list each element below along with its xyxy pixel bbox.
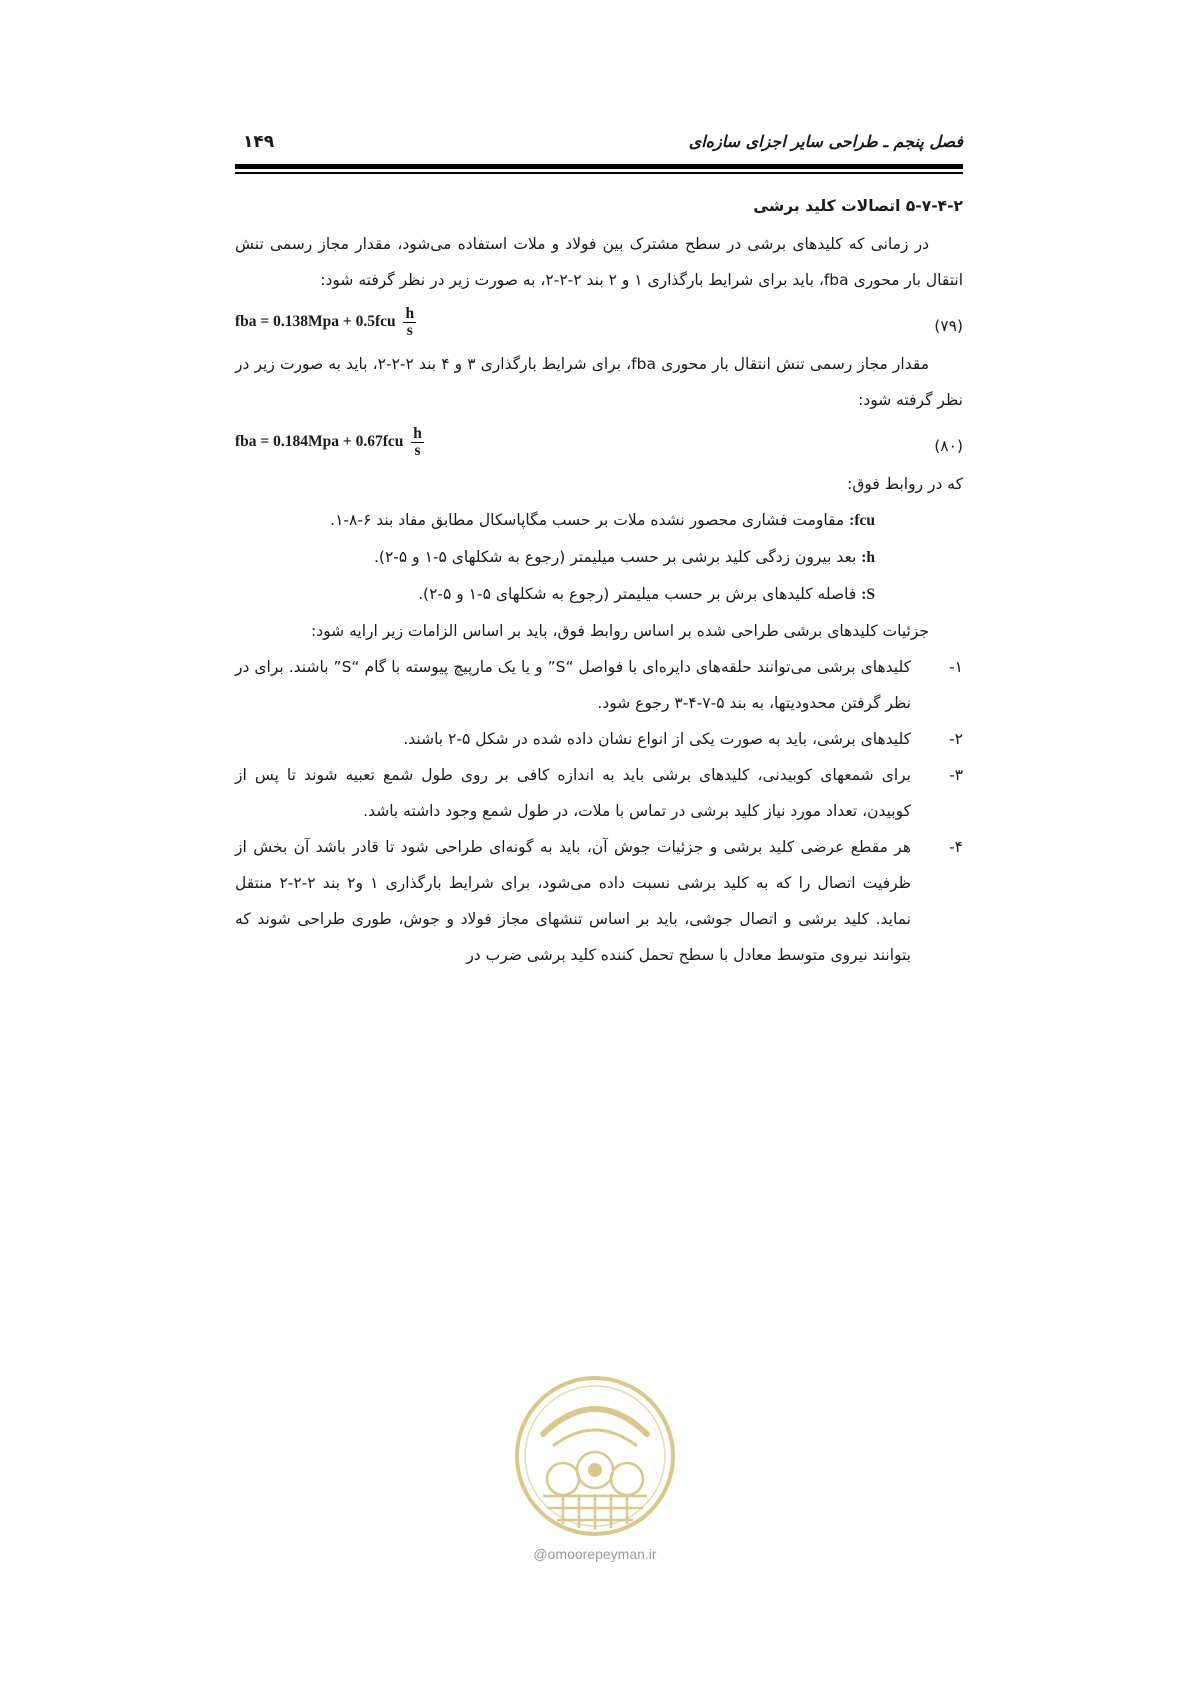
definition-item bbox=[235, 576, 963, 613]
paragraph: مقدار مجاز رسمی تنش انتقال بار محوری fba، برای شرایط بارگذاری ۳ و ۴ بند ۲-۲-۲، باید به صورت زیر در نظر گرفته شود: bbox=[235, 355, 963, 409]
where-intro: که در روابط فوق: bbox=[847, 475, 963, 493]
paragraph: جزئیات کلیدهای برشی طراحی شده بر اساس روابط فوق، باید بر اساس الزامات زیر ارایه شود: bbox=[311, 622, 929, 640]
header-rule-thick bbox=[235, 164, 963, 169]
fraction-numerator: h bbox=[413, 424, 422, 442]
list-item bbox=[235, 721, 963, 757]
definition-item bbox=[235, 539, 963, 576]
list-item-text: کلیدهای برشی می‌توانند حلقه‌های دایره‌ای با فواصل “S” و یا یک مارپیچ پیوسته با گام “S” باشند. برای در نظر گرفتن محدودیتها، به بند ۵-۷-۴-۳ رجوع شود. bbox=[235, 658, 911, 712]
paragraph: در زمانی که کلیدهای برشی در سطح مشترک بین فولاد و ملات استفاده می‌شود، مقدار مجاز رسمی تنش انتقال بار محوری fba، باید برای شرایط بارگذاری ۱ و ۲ بند ۲-۲-۲، به صورت زیر در نظر گرفته شود: bbox=[235, 235, 963, 289]
definition-term: fcu: bbox=[849, 512, 875, 529]
equation-fraction bbox=[411, 426, 424, 459]
list-marker: ۲- bbox=[949, 730, 963, 748]
watermark-logo bbox=[513, 1374, 677, 1538]
equation-lhs: fba = 0.184Mpa + 0.67fcu bbox=[235, 433, 404, 450]
list-marker: ۳- bbox=[949, 766, 963, 784]
equation-formula bbox=[235, 424, 424, 460]
equation-number: (۷۹) bbox=[934, 317, 963, 335]
equation-number: (۸۰) bbox=[934, 437, 963, 455]
list-item-text: کلیدهای برشی، باید به صورت یکی از انواع نشان داده شده در شکل ۵-۲ باشند. bbox=[403, 730, 911, 748]
page-number: ۱۴۹ bbox=[243, 132, 275, 152]
equation-fraction bbox=[403, 306, 416, 339]
list-marker: ۱- bbox=[949, 658, 963, 676]
fraction-numerator: h bbox=[405, 304, 415, 322]
fraction-denominator: s bbox=[414, 441, 421, 459]
equation-lhs: fba = 0.138Mpa + 0.5fcu bbox=[235, 313, 396, 330]
list-item bbox=[235, 829, 963, 973]
equation-79 bbox=[235, 298, 963, 346]
watermark-url: @omoorepeyman.ir bbox=[533, 1546, 657, 1562]
equation-80 bbox=[235, 418, 963, 466]
definition-text: فاصله کلیدهای برش بر حسب میلیمتر (رجوع به شکلهای ۵-۱ و ۵-۲). bbox=[418, 585, 862, 603]
definition-text: مقاومت فشاری محصور نشده ملات بر حسب مگاپاسکال مطابق مفاد بند ۶-۸-۱. bbox=[330, 511, 850, 529]
definition-term: S: bbox=[861, 586, 875, 603]
fraction-denominator: s bbox=[406, 321, 413, 339]
list-item bbox=[235, 649, 963, 721]
header-rule-thin bbox=[235, 172, 963, 174]
list-marker: ۴- bbox=[949, 838, 963, 856]
definition-term: h: bbox=[861, 549, 875, 566]
section-heading: ۵-۷-۴-۲ اتصالات کلید برشی bbox=[753, 197, 963, 215]
list-item bbox=[235, 757, 963, 829]
definition-text: بعد بیرون زدگی کلید برشی بر حسب میلیمتر (رجوع به شکلهای ۵-۱ و ۵-۲). bbox=[373, 548, 862, 566]
chapter-title: فصل پنجم ـ طراحی سایر اجزای سازه‌ای bbox=[688, 132, 963, 151]
list-item-text: برای شمعهای کوبیدنی، کلیدهای برشی باید به اندازه کافی بر روی طول شمع تعبیه شوند تا پس از کوبیدن، تعداد مورد نیاز کلید برشی در تماس با ملات، در طول شمع وجود داشته باشد. bbox=[235, 766, 911, 820]
equation-formula bbox=[235, 304, 416, 340]
page-body bbox=[235, 186, 963, 973]
page-header bbox=[235, 128, 963, 160]
definition-item bbox=[235, 502, 963, 539]
list-item-text: هر مقطع عرضی کلید برشی و جزئیات جوش آن، باید به گونه‌ای طراحی شود تا قادر باشد آن بخش از ظرفیت اتصال را که به کلید برشی نسبت داده می‌شود، برای شرایط بارگذاری ۱ و۲ بند ۲-۲-۲ منتقل نماید. کلید برشی و اتصال جوشی، باید بر اساس تنشهای مجاز فولاد و جوش، طوری طراحی شوند که بتوانند نیروی متوسط معادل با سطح تحمل کننده کلید برشی ضرب در bbox=[235, 838, 911, 964]
